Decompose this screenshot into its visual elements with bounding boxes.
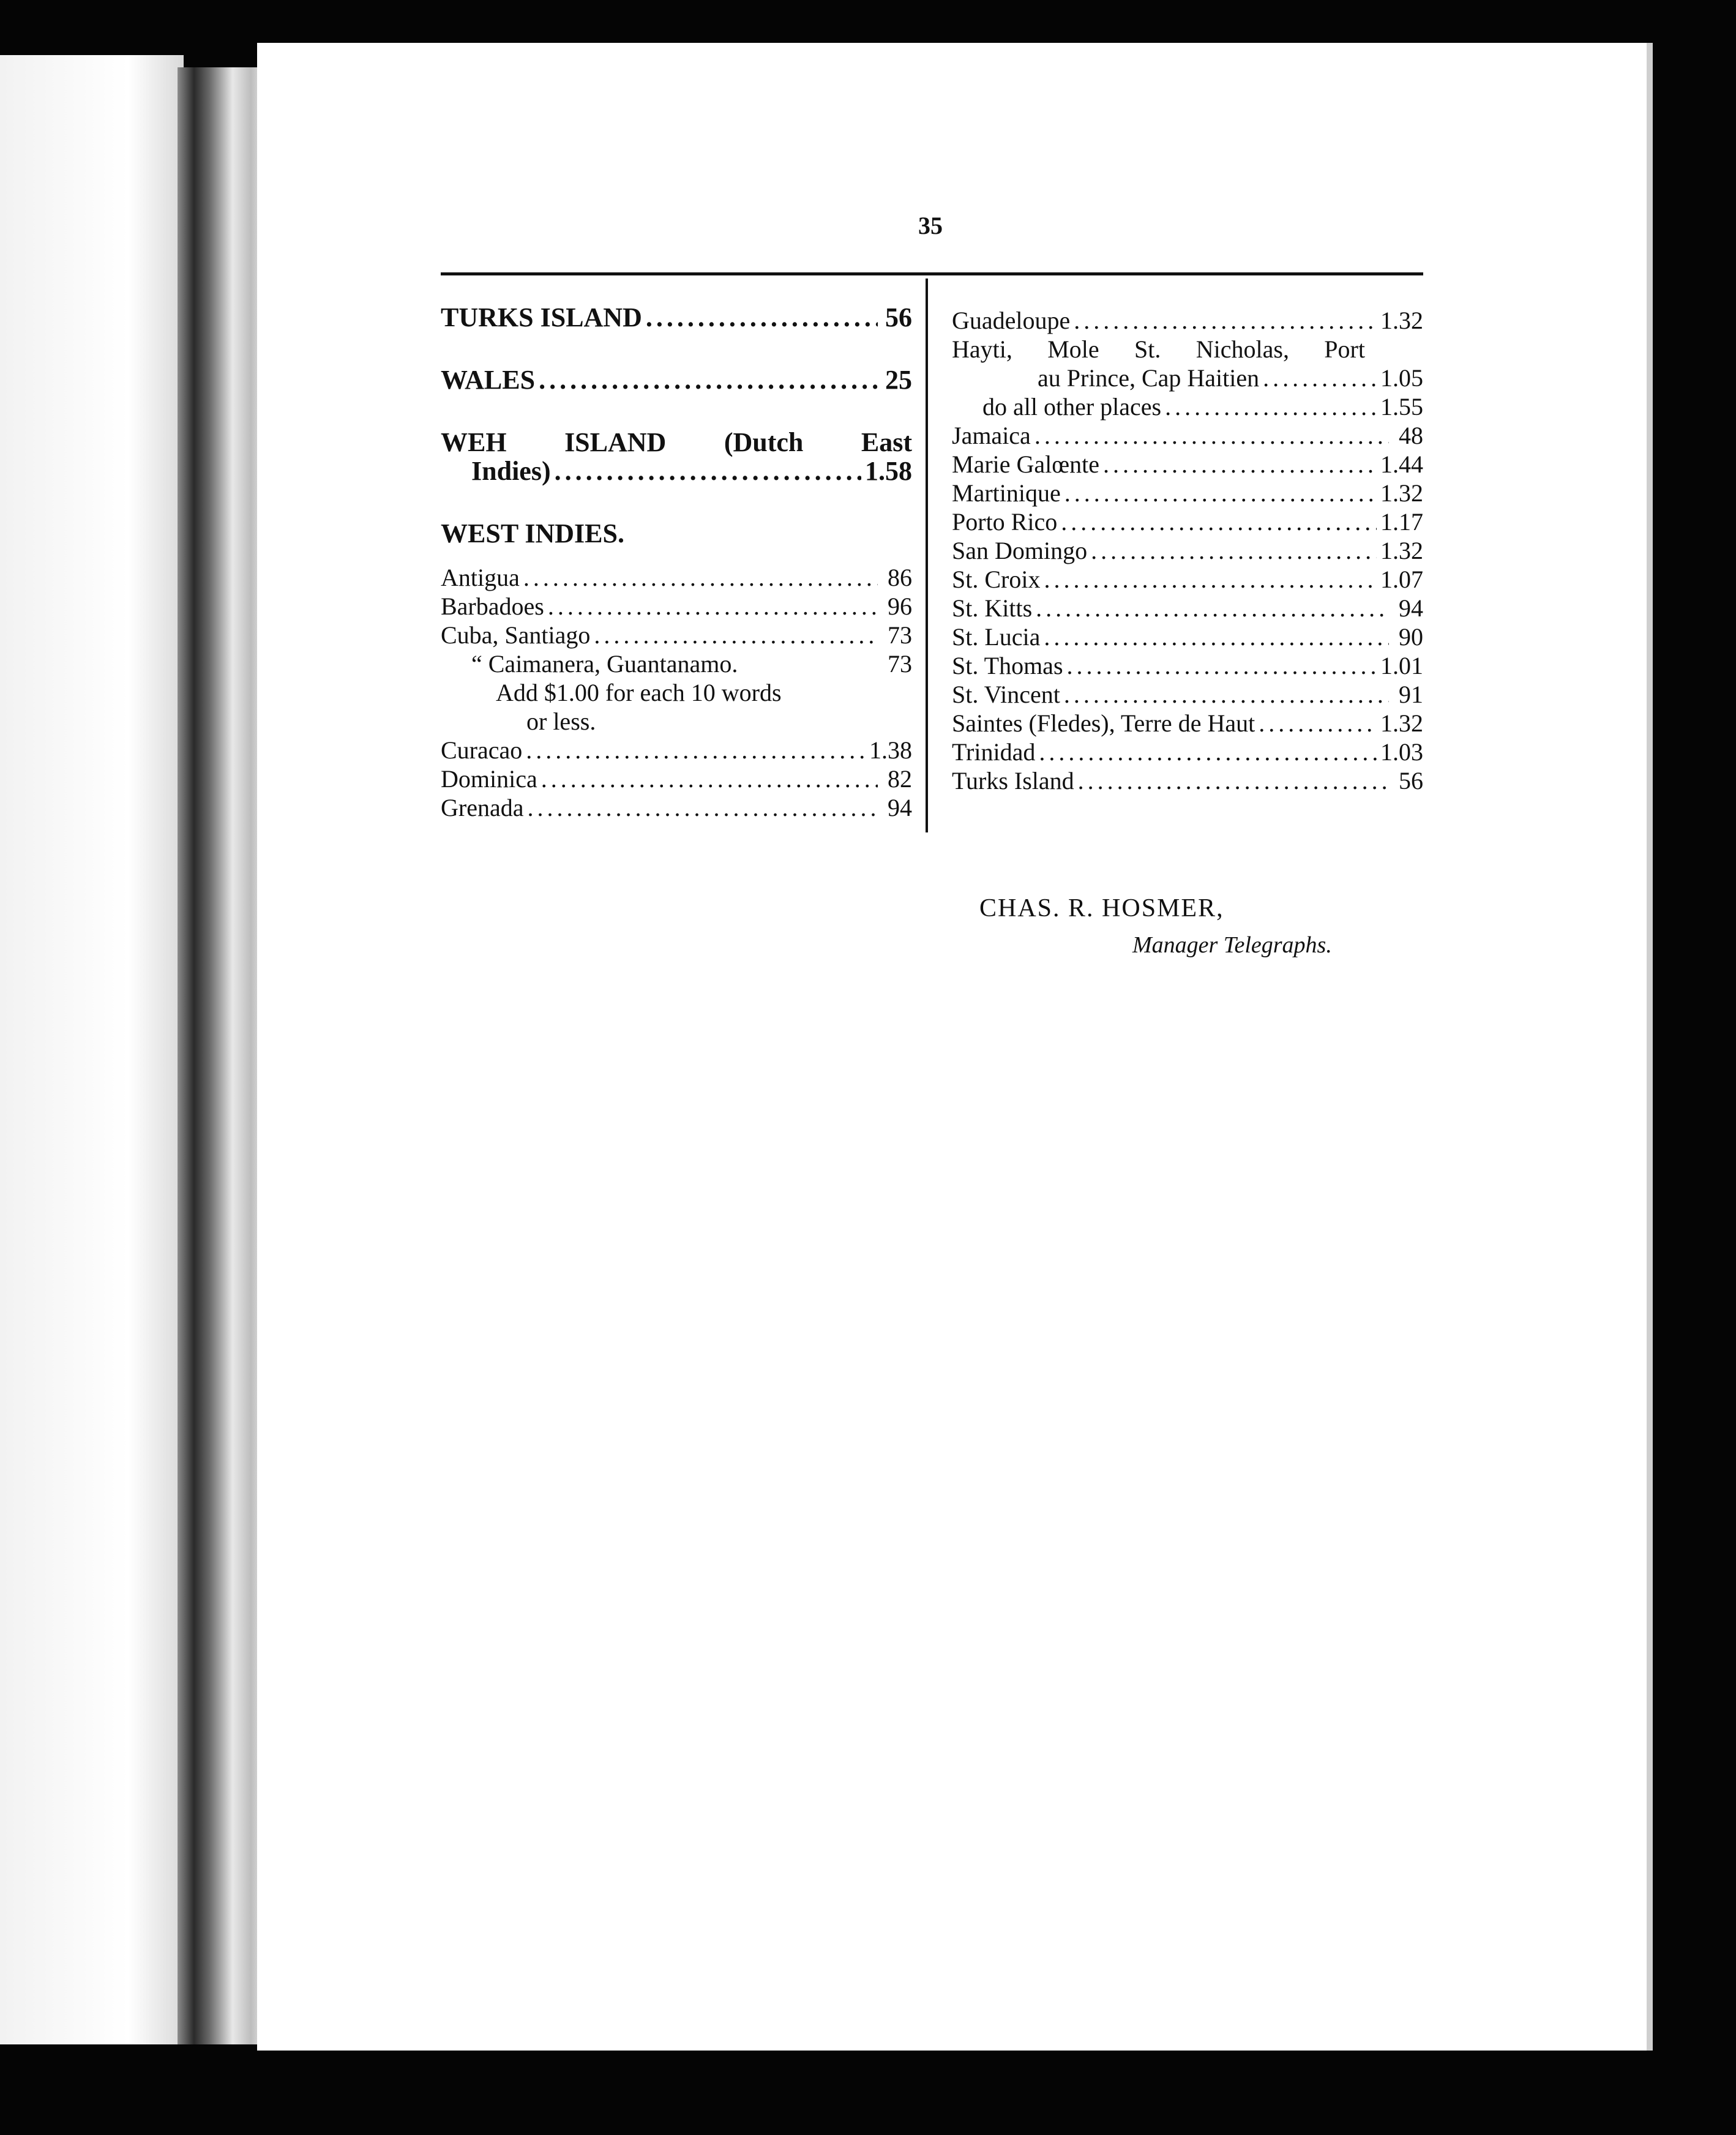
leader-dots	[527, 793, 878, 822]
rate-entry: Barbadoes ..... 96	[441, 592, 912, 621]
page-number: 35	[918, 212, 943, 239]
leader-dots	[1078, 766, 1389, 795]
section-heading-west-indies: WEST INDIES.	[441, 518, 624, 548]
rate-entry: San Domingo ..... 1.32	[952, 536, 1423, 565]
rate-entry: Antigua ..... 86	[441, 563, 912, 592]
leader-dots	[646, 303, 878, 332]
rate-entry: Curacao ..... 1.38	[441, 736, 912, 765]
hayti-line1: Hayti, Mole St. Nicholas, Port	[952, 335, 1365, 363]
signatory-title: Manager Telegraphs.	[1132, 932, 1332, 958]
rate-entry: St. Vincent ..... 91	[952, 680, 1423, 709]
page-edge	[1647, 43, 1653, 2051]
leader-dots	[1034, 421, 1389, 450]
leader-dots	[1044, 565, 1377, 594]
leader-dots	[1074, 306, 1377, 335]
rate-entry: Porto Rico ..... 1.17	[952, 507, 1423, 536]
leader-dots	[1103, 450, 1377, 479]
rate-entry: au Prince, Cap Haitien ..... 1.05	[952, 364, 1423, 392]
left-column	[441, 303, 912, 822]
rate-entry: do all other places ..... 1.55	[952, 392, 1423, 421]
leader-dots	[1259, 709, 1377, 738]
rate-entry: Guadeloupe ..... 1.32	[952, 306, 1423, 335]
note-line: or less.	[526, 708, 596, 735]
signatory-name: CHAS. R. HOSMER,	[979, 894, 1224, 922]
rate-entry: Saintes (Fledes), Terre de Haut ..... 1.32	[952, 709, 1423, 738]
header-rule	[441, 272, 1423, 275]
leader-dots	[1067, 651, 1377, 680]
leader-dots	[1263, 364, 1377, 392]
leader-dots	[1091, 536, 1377, 565]
rate-entry: Grenada ..... 94	[441, 793, 912, 822]
column-divider	[926, 279, 928, 832]
rate-entry-wales: WALES ..... 25	[441, 365, 912, 394]
leader-dots	[594, 621, 878, 649]
leader-dots	[1036, 594, 1389, 623]
rate-entry: “ Caimanera, Guantanamo. 73	[471, 650, 912, 678]
note-line: Add $1.00 for each 10 words	[496, 679, 782, 706]
leader-dots	[539, 365, 878, 394]
rate-entry: Dominica ..... 82	[441, 765, 912, 793]
leader-dots	[523, 563, 878, 592]
rate-entry: Trinidad ..... 1.03	[952, 738, 1423, 766]
rate-entry-weh-island: Indies) ..... 1.58	[441, 457, 912, 485]
leader-dots	[541, 765, 878, 793]
left-page-edge	[0, 55, 184, 2044]
rate-entry: Marie Galœnte ..... 1.44	[952, 450, 1423, 479]
signature	[979, 894, 1332, 959]
leader-dots	[555, 457, 861, 485]
leader-dots	[526, 736, 866, 765]
leader-dots	[1061, 507, 1377, 536]
book-gutter	[178, 67, 269, 2044]
rate-entry: St. Thomas ..... 1.01	[952, 651, 1423, 680]
rate-entry: St. Kitts ..... 94	[952, 594, 1423, 623]
rate-entry: Martinique ..... 1.32	[952, 479, 1423, 507]
rate-entry: Turks Island ..... 56	[952, 766, 1423, 795]
rate-entry: St. Croix ..... 1.07	[952, 565, 1423, 594]
weh-island-line1: WEH ISLAND (Dutch East	[441, 427, 912, 457]
leader-dots	[548, 592, 878, 621]
rate-entry: Jamaica ..... 48	[952, 421, 1423, 450]
leader-dots	[1044, 623, 1389, 651]
leader-dots	[1165, 392, 1377, 421]
right-column	[952, 306, 1423, 795]
leader-dots	[1064, 680, 1389, 709]
rate-entry: Cuba, Santiago ..... 73	[441, 621, 912, 649]
rate-entry-turks-island: TURKS ISLAND ..... 56	[441, 303, 912, 332]
rate-entry: St. Lucia ..... 90	[952, 623, 1423, 651]
leader-dots	[1039, 738, 1377, 766]
leader-dots	[1064, 479, 1377, 507]
